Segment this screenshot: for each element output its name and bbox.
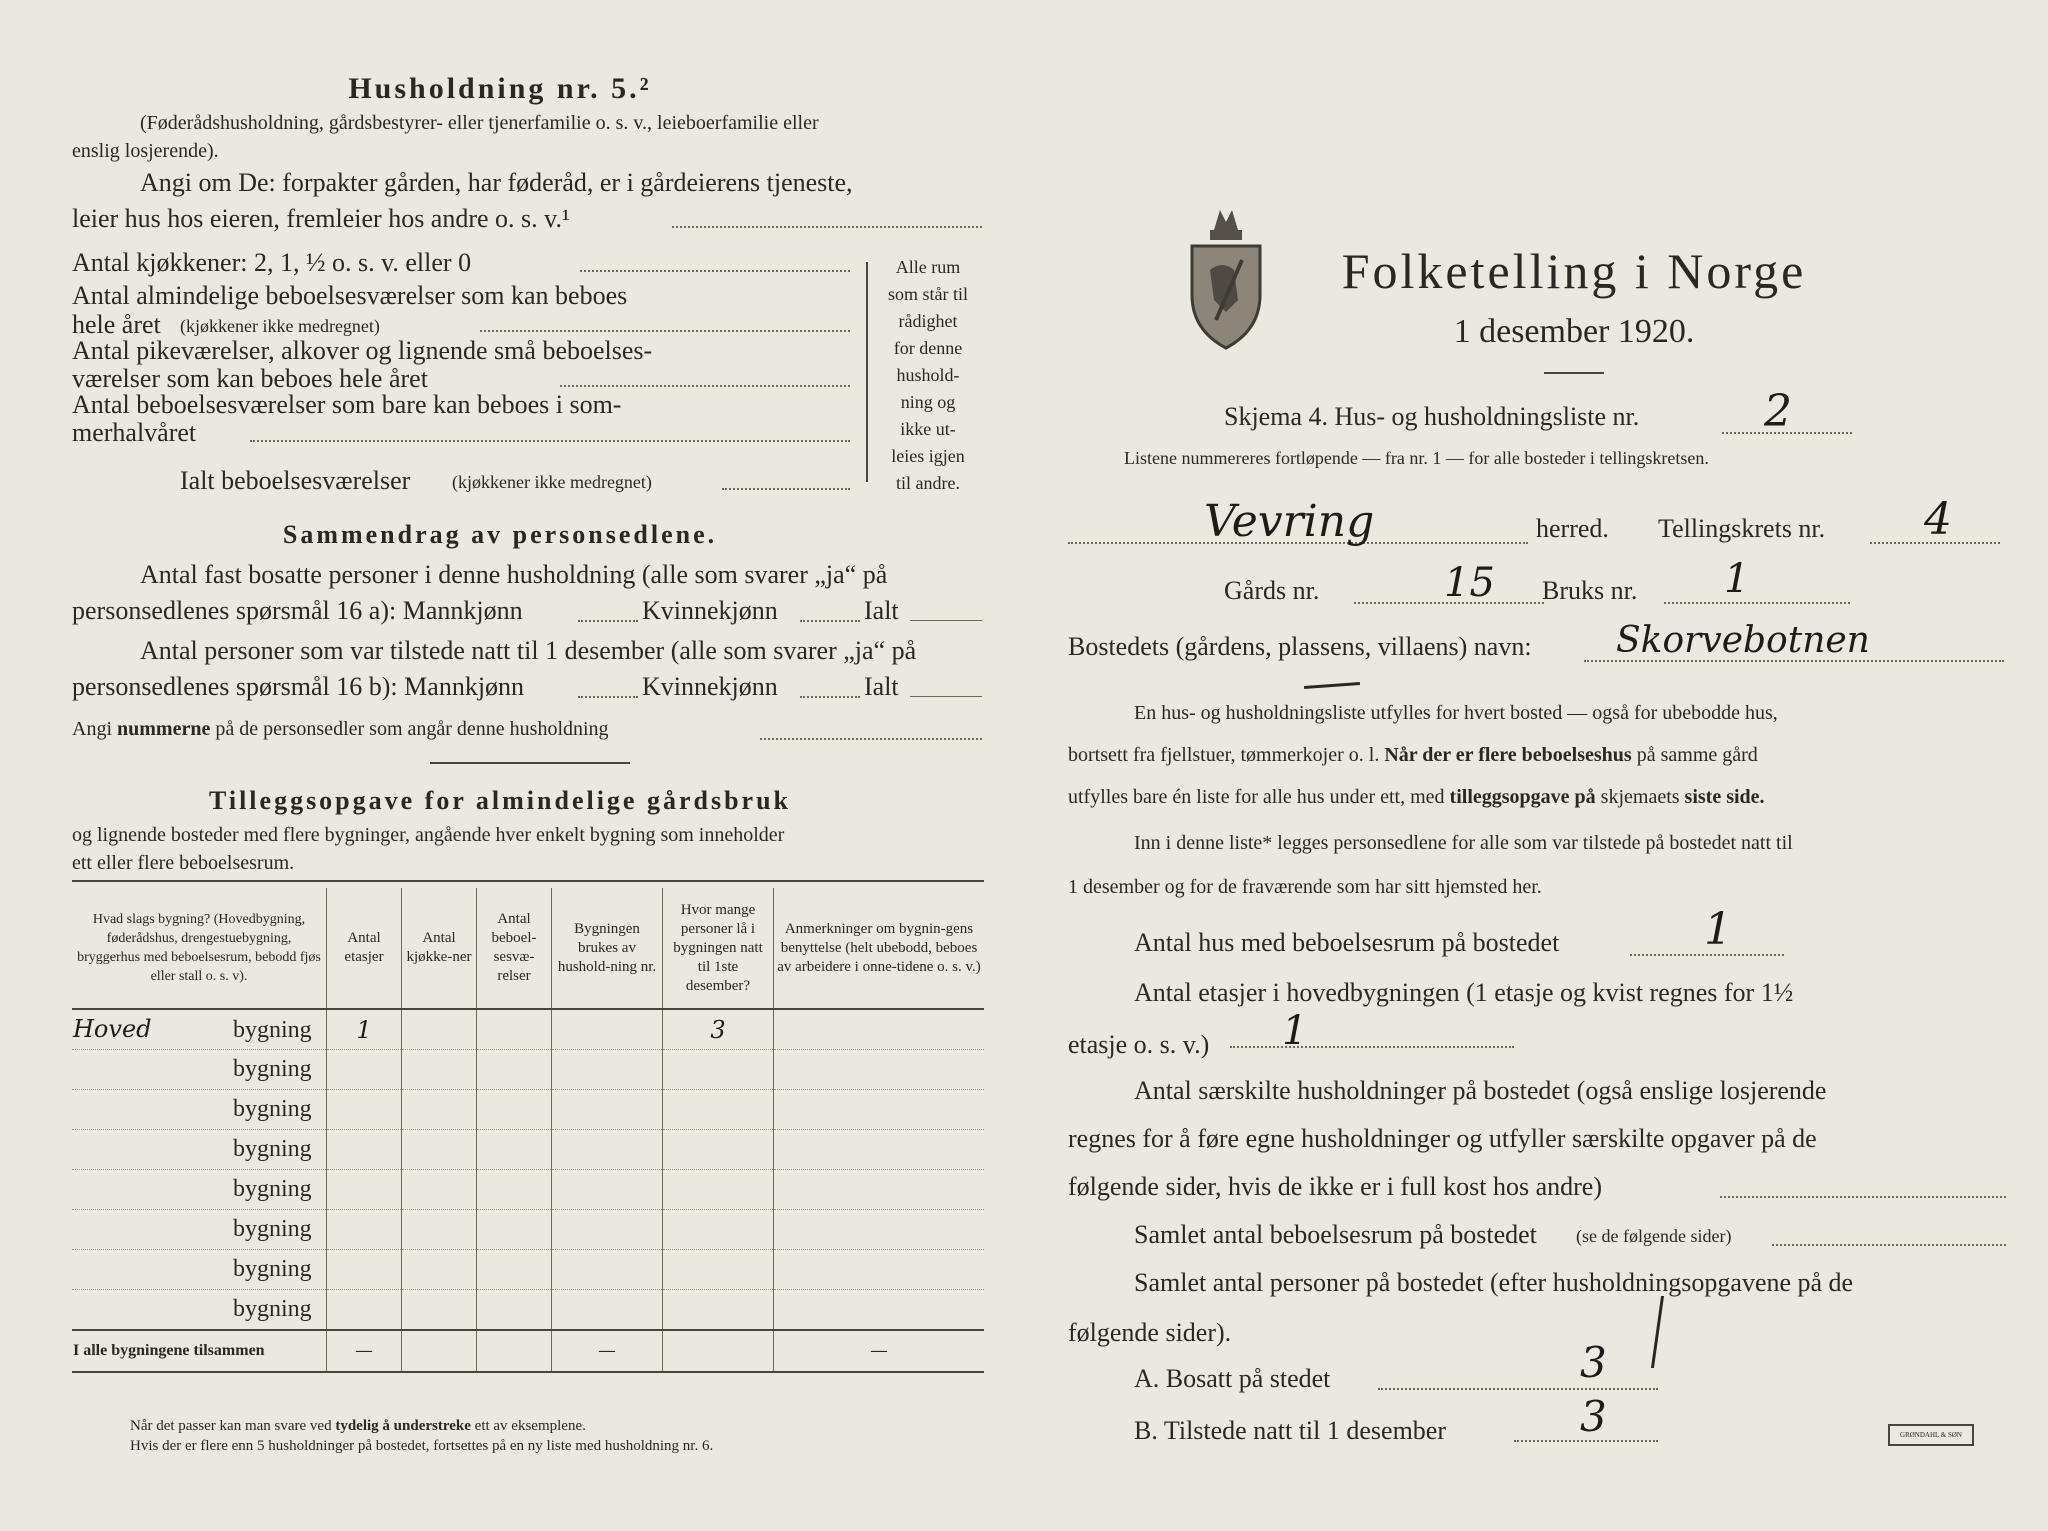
bosatt-value: 3	[1580, 1338, 1607, 1387]
para-bold: siste side.	[1684, 786, 1765, 808]
kjokkener-field[interactable]	[580, 270, 850, 272]
angi-bold: nummerne	[117, 718, 211, 740]
bygning-label: bygning	[233, 1256, 312, 1282]
rom-cell[interactable]	[477, 1170, 552, 1210]
fast-kvinne-field[interactable]	[800, 620, 860, 622]
kjokken-cell[interactable]	[402, 1130, 477, 1170]
bosatt-field[interactable]	[1378, 1388, 1658, 1390]
angi-answer-line[interactable]	[672, 226, 982, 228]
para-text: utfylles bare én liste for alle hus under ett, med	[1068, 786, 1445, 808]
anm-cell[interactable]	[774, 1130, 985, 1170]
rooms-sidenote	[872, 254, 984, 497]
sarskilte-line-1: Antal særskilte husholdninger på bostedet (også enslige losjerende	[1134, 1076, 1827, 1105]
bosted-value: Skorvebotnen	[1616, 620, 1870, 661]
bygning-label: bygning	[233, 1017, 312, 1043]
hush-cell[interactable]	[552, 1290, 663, 1331]
etasjer-cell[interactable]	[327, 1170, 402, 1210]
brace	[866, 262, 870, 482]
sarskilte-line-2: regnes for å føre egne husholdninger og utfyller særskilte opgaver på de	[1068, 1124, 1817, 1153]
fast-line-2: personsedlenes spørsmål 16 a): Mannkjønn	[72, 596, 523, 625]
etasjer-cell[interactable]	[327, 1250, 402, 1290]
intro-line-1: (Føderådshusholdning, gårdsbestyrer- eller tjenerfamilie o. s. v., leieboerfamilie eller	[140, 112, 819, 134]
alm-note: (kjøkkener ikke medregnet)	[180, 316, 380, 336]
fast-kvinne-label: Kvinnekjønn	[642, 596, 778, 625]
hush-cell[interactable]	[552, 1009, 663, 1050]
sidenote-line: Alle rum	[895, 257, 961, 277]
anm-cell[interactable]	[774, 1090, 985, 1130]
anm-cell[interactable]	[774, 1250, 985, 1290]
type-value: Hoved	[73, 1015, 152, 1043]
sum-anm: —	[774, 1330, 985, 1372]
tillegg-desc-1: og lignende bosteder med flere bygninger, angående hver enkelt bygning som inneholder	[72, 824, 785, 846]
rom-cell[interactable]	[477, 1009, 552, 1050]
personer-cell[interactable]	[663, 1290, 774, 1331]
kjokkener-label: Antal kjøkkener: 2, 1, ½ o. s. v. eller 0	[72, 248, 472, 277]
sum-etasjer: —	[327, 1330, 402, 1372]
coat-of-arms-icon	[1186, 200, 1266, 350]
personer-cell[interactable]	[663, 1210, 774, 1250]
printer-mark: GRØNDAHL & SØN	[1888, 1424, 1974, 1446]
anm-cell[interactable]	[774, 1009, 985, 1050]
bosatt-label: A. Bosatt på stedet	[1134, 1364, 1331, 1393]
sum-label: I alle bygningene tilsammen	[72, 1330, 327, 1372]
personer-cell[interactable]	[663, 1250, 774, 1290]
tilstede-line-2: personsedlenes spørsmål 16 b): Mannkjønn	[72, 672, 525, 701]
bygning-label: bygning	[233, 1136, 312, 1162]
col-header-anm: Anmerkninger om bygnin-gens benyttelse (helt ubebodd, beboes av arbeidere i onne-tidene o. s. v.)	[774, 888, 985, 1009]
sommer-label-1: Antal beboelsesværelser som bare kan beboes i som-	[72, 390, 622, 419]
para-bold: Når der er flere beboelseshus	[1384, 744, 1632, 766]
ialt-label: Ialt beboelsesværelser	[180, 466, 411, 495]
table-row	[72, 1290, 984, 1331]
etasjer-cell[interactable]	[327, 1290, 402, 1331]
etasjer-field[interactable]	[1230, 1046, 1514, 1048]
table-top-rule	[72, 880, 984, 882]
sidenote-line: leies igjen	[891, 446, 965, 466]
table-row	[72, 1090, 984, 1130]
bruks-field[interactable]	[1664, 602, 1850, 604]
census-date: 1 desember 1920.	[1453, 313, 1695, 350]
bruks-label: Bruks nr.	[1542, 576, 1638, 605]
tilstede-kvinne-label: Kvinnekjønn	[642, 672, 778, 701]
census-title: Folketelling i Norge	[1341, 243, 1807, 299]
personer-cell[interactable]	[663, 1090, 774, 1130]
etasjer-value: 1	[1282, 1008, 1308, 1054]
fast-mann-field[interactable]	[578, 620, 638, 622]
antal-hus-value: 1	[1704, 904, 1732, 955]
col-header-hush: Bygningen brukes av hushold-ning nr.	[552, 888, 663, 1009]
samlet-rum-field[interactable]	[1772, 1244, 2006, 1246]
type-cell[interactable]	[72, 1050, 327, 1090]
table-header-row	[72, 888, 984, 1009]
angi-nummer-line	[72, 718, 609, 741]
samlet-rum-note: (se de følgende sider)	[1576, 1226, 1732, 1246]
type-cell[interactable]	[72, 1170, 327, 1210]
hush-cell[interactable]	[552, 1090, 663, 1130]
anm-cell[interactable]	[774, 1050, 985, 1090]
kjokken-cell[interactable]	[402, 1250, 477, 1290]
tilstede-line-1: Antal personer som var tilstede natt til 1 desember (alle som svarer „ja“ på	[140, 636, 917, 665]
rom-cell[interactable]	[477, 1130, 552, 1170]
bygning-label: bygning	[233, 1096, 312, 1122]
type-cell[interactable]	[72, 1250, 327, 1290]
intro-line-2: enslig losjerende).	[72, 140, 219, 162]
hush-cell[interactable]	[552, 1130, 663, 1170]
angi-line-1: Angi om De: forpakter gården, har føderåd, er i gårdeierens tjeneste,	[140, 168, 853, 197]
sum-personer[interactable]	[663, 1330, 774, 1372]
para1-line-2	[1068, 744, 1758, 767]
fast-line-1: Antal fast bosatte personer i denne husholdning (alle som svarer „ja“ på	[140, 560, 888, 589]
alm-label-2: hele året	[72, 310, 161, 339]
rom-cell[interactable]	[477, 1250, 552, 1290]
rom-cell[interactable]	[477, 1090, 552, 1130]
para1-line-3	[1068, 786, 1765, 809]
bygning-label: bygning	[233, 1056, 312, 1082]
tilstede-kvinne-field[interactable]	[800, 696, 860, 698]
kjokken-cell[interactable]	[402, 1170, 477, 1210]
footnote-bold: tydelig å understreke	[335, 1418, 471, 1434]
etasjer-cell[interactable]	[327, 1090, 402, 1130]
krets-value: 4	[1924, 494, 1952, 545]
etasjer-line-2: etasje o. s. v.)	[1068, 1030, 1210, 1059]
divider	[1544, 372, 1604, 374]
listene-note: Listene nummereres fortløpende — fra nr. 1 — for alle bosteder i tellingskretsen.	[1124, 448, 1709, 468]
pike-label-1: Antal pikeværelser, alkover og lignende små beboelses-	[72, 336, 653, 365]
hush-cell[interactable]	[552, 1210, 663, 1250]
footnote-2: Hvis der er flere enn 5 husholdninger på bostedet, fortsettes på en ny liste med husholdning nr. 6.	[130, 1438, 714, 1454]
sarskilte-field[interactable]	[1720, 1196, 2006, 1198]
etasjer-line-1: Antal etasjer i hovedbygningen (1 etasje og kvist regnes for 1½	[1134, 978, 1794, 1007]
type-cell[interactable]	[72, 1210, 327, 1250]
right-page	[1024, 0, 2048, 1531]
skjema-label: Skjema 4. Hus- og husholdningsliste nr.	[1224, 402, 1640, 431]
table-row	[72, 1250, 984, 1290]
samlet-pers-line-2: følgende sider).	[1068, 1318, 1232, 1347]
bosted-label: Bostedets (gårdens, plassens, villaens) navn:	[1068, 632, 1532, 661]
bruks-value: 1	[1724, 556, 1750, 602]
angi-text: Angi	[72, 718, 112, 740]
anm-cell[interactable]	[774, 1290, 985, 1331]
sidenote-line: som står til	[888, 284, 968, 304]
table-sum-row	[72, 1330, 984, 1372]
tilstede-label: B. Tilstede natt til 1 desember	[1134, 1416, 1446, 1445]
para2-line-1: Inn i denne liste* legges personsedlene for alle som var tilstede på bostedet natt til	[1134, 832, 1793, 854]
rom-cell[interactable]	[477, 1210, 552, 1250]
samlet-rum-label: Samlet antal beboelsesrum på bostedet	[1134, 1220, 1537, 1249]
type-cell[interactable]	[72, 1009, 327, 1050]
sidenote-line: for denne	[893, 338, 963, 358]
sum-rom[interactable]	[477, 1330, 552, 1372]
building-table	[72, 888, 984, 1373]
alm-field[interactable]	[480, 330, 850, 332]
type-cell[interactable]	[72, 1290, 327, 1331]
col-header-etasjer: Antal etasjer	[327, 888, 402, 1009]
col-header-kjokken: Antal kjøkke-ner	[402, 888, 477, 1009]
bygning-label: bygning	[233, 1296, 312, 1322]
table-row	[72, 1050, 984, 1090]
gards-label: Gårds nr.	[1224, 576, 1320, 605]
para-text: bortsett fra fjellstuer, tømmerkojer o. l.	[1068, 744, 1380, 766]
ialt-note: (kjøkkener ikke medregnet)	[452, 472, 652, 492]
pike-field[interactable]	[560, 385, 850, 387]
personer-cell[interactable]	[663, 1050, 774, 1090]
rom-cell[interactable]	[477, 1050, 552, 1090]
herred-value: Vevring	[1204, 496, 1375, 547]
anm-cell[interactable]	[774, 1170, 985, 1210]
col-header-rom: Antal beboel-sesvæ-relser	[477, 888, 552, 1009]
para-bold: tilleggsopgave på	[1449, 786, 1596, 808]
hush-cell[interactable]	[552, 1250, 663, 1290]
gards-value: 15	[1444, 560, 1495, 606]
table-row	[72, 1009, 984, 1050]
kjokken-cell[interactable]	[402, 1290, 477, 1331]
type-cell[interactable]	[72, 1090, 327, 1130]
angi-text: på de personsedler som angår denne husholdning	[215, 718, 609, 740]
para1-line-1: En hus- og husholdningsliste utfylles for hvert bosted — også for ubebodde hus,	[1134, 702, 1778, 724]
sommer-label-2: merhalvåret	[72, 418, 197, 447]
herred-label: herred.	[1536, 514, 1609, 543]
personer-cell[interactable]: 3	[663, 1009, 774, 1050]
check-mark	[1633, 1296, 1664, 1368]
divider	[430, 762, 630, 764]
skjema-value: 2	[1764, 386, 1792, 437]
etasjer-cell[interactable]	[327, 1050, 402, 1090]
sarskilte-line-3: følgende sider, hvis de ikke er i full kost hos andre)	[1068, 1172, 1602, 1201]
personer-cell[interactable]	[663, 1170, 774, 1210]
kjokken-cell[interactable]	[402, 1090, 477, 1130]
kjokken-cell[interactable]	[402, 1210, 477, 1250]
tillegg-desc-2: ett eller flere beboelsesrum.	[72, 852, 295, 874]
rom-cell[interactable]	[477, 1290, 552, 1331]
etasjer-cell[interactable]	[327, 1210, 402, 1250]
table-row	[72, 1130, 984, 1170]
personer-cell[interactable]	[663, 1130, 774, 1170]
bygning-label: bygning	[233, 1216, 312, 1242]
tilstede-ialt-label: Ialt	[864, 672, 899, 701]
para-text: på samme gård	[1636, 744, 1758, 766]
angi-line-2: leier hus hos eieren, fremleier hos andre o. s. v.¹	[72, 204, 570, 233]
pike-label-2: værelser som kan beboes hele året	[72, 364, 428, 393]
antal-hus-label: Antal hus med beboelsesrum på bostedet	[1134, 928, 1560, 957]
fast-ialt-field[interactable]	[910, 620, 982, 621]
bygning-label: bygning	[233, 1176, 312, 1202]
kjokken-cell[interactable]	[402, 1009, 477, 1050]
tilstede-ialt-field[interactable]	[910, 696, 982, 697]
samlet-pers-line-1: Samlet antal personer på bostedet (efter husholdningsopgavene på de	[1134, 1268, 1854, 1297]
ialt-field[interactable]	[722, 488, 850, 490]
sidenote-line: hushold-	[896, 365, 960, 385]
husholdning-heading: Husholdning nr. 5.²	[348, 72, 652, 105]
krets-label: Tellingskrets nr.	[1658, 514, 1826, 543]
tillegg-heading: Tilleggsopgave for almindelige gårdsbruk	[208, 786, 792, 815]
sidenote-line: til andre.	[896, 473, 960, 493]
alm-label-1: Antal almindelige beboelsesværelser som kan beboes	[72, 281, 628, 310]
etasjer-cell[interactable]: 1	[327, 1009, 402, 1050]
anm-cell[interactable]	[774, 1210, 985, 1250]
footnote-1	[130, 1418, 586, 1435]
type-cell[interactable]	[72, 1130, 327, 1170]
hush-cell[interactable]	[552, 1170, 663, 1210]
etasjer-cell[interactable]	[327, 1130, 402, 1170]
pen-stroke	[1304, 682, 1360, 689]
angi-nummer-field[interactable]	[760, 738, 982, 740]
table-row	[72, 1170, 984, 1210]
sommer-field[interactable]	[250, 440, 850, 442]
sum-hush: —	[552, 1330, 663, 1372]
fast-ialt-label: Ialt	[864, 596, 899, 625]
sidenote-line: ikke ut-	[900, 419, 956, 439]
col-header-type: Hvad slags bygning? (Hovedbygning, føderådshus, drengestuebygning, bryggerhus med beboelsesrum, bebodd fjøs eller stall o. s. v).	[72, 888, 327, 1009]
tilstede-mann-field[interactable]	[578, 696, 638, 698]
col-header-personer: Hvor mange personer lå i bygningen natt til 1ste desember?	[663, 888, 774, 1009]
para2-line-2: 1 desember og for de fraværende som har sitt hjemsted her.	[1068, 876, 1542, 898]
sidenote-line: rådighet	[898, 311, 958, 331]
hush-cell[interactable]	[552, 1050, 663, 1090]
table-row	[72, 1210, 984, 1250]
sidenote-line: ning og	[900, 392, 956, 412]
tilstede-value: 3	[1580, 1392, 1607, 1441]
sum-kjokken[interactable]	[402, 1330, 477, 1372]
para-text: skjemaets	[1600, 786, 1680, 808]
sammendrag-heading: Sammendrag av personsedlene.	[282, 520, 718, 549]
kjokken-cell[interactable]	[402, 1050, 477, 1090]
footnote-text: Når det passer kan man svare ved	[130, 1418, 332, 1434]
footnote-text: ett av eksemplene.	[474, 1418, 586, 1434]
